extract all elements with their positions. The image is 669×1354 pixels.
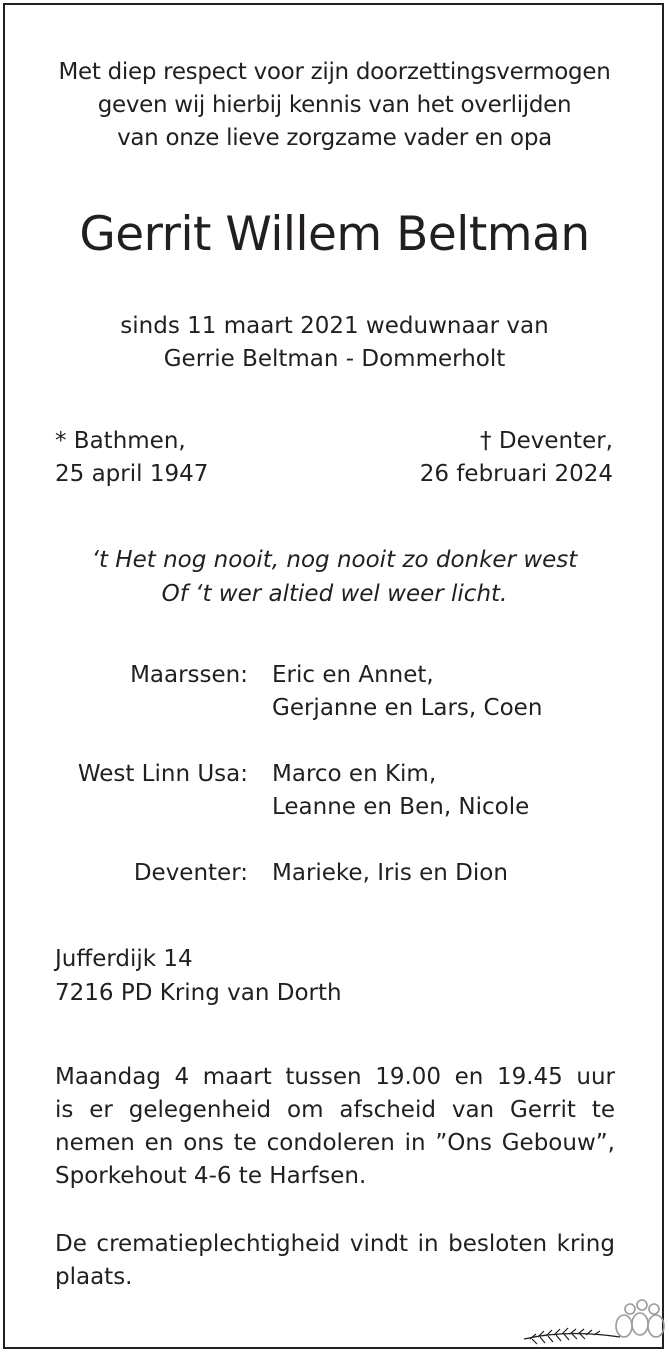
widower-line: Gerrie Beltman - Dommerholt <box>163 346 506 372</box>
family-names <box>272 659 542 725</box>
death-info <box>420 425 613 491</box>
quote-line: Of ‘t wer altied wel weer licht. <box>161 581 508 607</box>
family-name-line: Eric en Annet, <box>272 662 434 688</box>
family-name-line: Leanne en Ben, Nicole <box>272 794 530 820</box>
address-block <box>55 942 342 1010</box>
family-names <box>272 758 529 824</box>
family-place: West Linn Usa: <box>77 761 248 787</box>
quote-line: ‘t Het nog nooit, nog nooit zo donker west <box>91 547 578 573</box>
widower-line: sinds 11 maart 2021 weduwnaar van <box>120 313 549 339</box>
family-group-west-linn <box>0 758 669 824</box>
family-name-line: Marco en Kim, <box>272 761 437 787</box>
family-group-maarssen <box>0 659 669 725</box>
visitation-line: is er gelegenheid om afscheid van Gerrit te <box>55 1097 615 1123</box>
widower-text <box>0 310 669 376</box>
intro-line: van onze lieve zorgzame vader en opa <box>117 125 552 151</box>
intro-line: Met diep respect voor zijn doorzettingsvermogen <box>58 59 611 85</box>
death-place: † Deventer, <box>480 428 613 454</box>
birth-info <box>55 425 208 491</box>
family-name-line: Gerjanne en Lars, Coen <box>272 695 543 721</box>
birth-place: * Bathmen, <box>55 428 186 454</box>
visitation-notice <box>55 1061 615 1193</box>
family-list <box>0 659 669 923</box>
death-date: 26 februari 2024 <box>419 461 613 487</box>
visitation-line: Maandag 4 maart tussen 19.00 en 19.45 uur <box>55 1064 615 1090</box>
birth-date: 25 april 1947 <box>55 461 209 487</box>
visitation-line: Sporkehout 4-6 te Harfsen. <box>55 1163 367 1189</box>
intro-line: geven wij hierbij kennis van het overlijden <box>97 92 572 118</box>
deceased-name: Gerrit Willem Beltman <box>79 207 590 262</box>
quote <box>0 543 669 611</box>
publisher-logo-icon <box>520 1295 665 1347</box>
cremation-line: plaats. <box>55 1264 133 1290</box>
cremation-line: De crematieplechtigheid vindt in besloten kring <box>55 1231 615 1257</box>
intro-text <box>0 56 669 155</box>
family-group-deventer <box>0 857 669 890</box>
family-names <box>272 857 508 890</box>
family-place: Maarssen: <box>130 662 248 688</box>
address-street: Jufferdijk 14 <box>55 946 193 972</box>
visitation-line: nemen en ons te condoleren in ”Ons Gebouw”, <box>55 1130 615 1156</box>
address-city: 7216 PD Kring van Dorth <box>55 980 342 1006</box>
family-name-line: Marieke, Iris en Dion <box>272 860 508 886</box>
family-place: Deventer: <box>133 860 248 886</box>
cremation-notice <box>55 1228 615 1294</box>
